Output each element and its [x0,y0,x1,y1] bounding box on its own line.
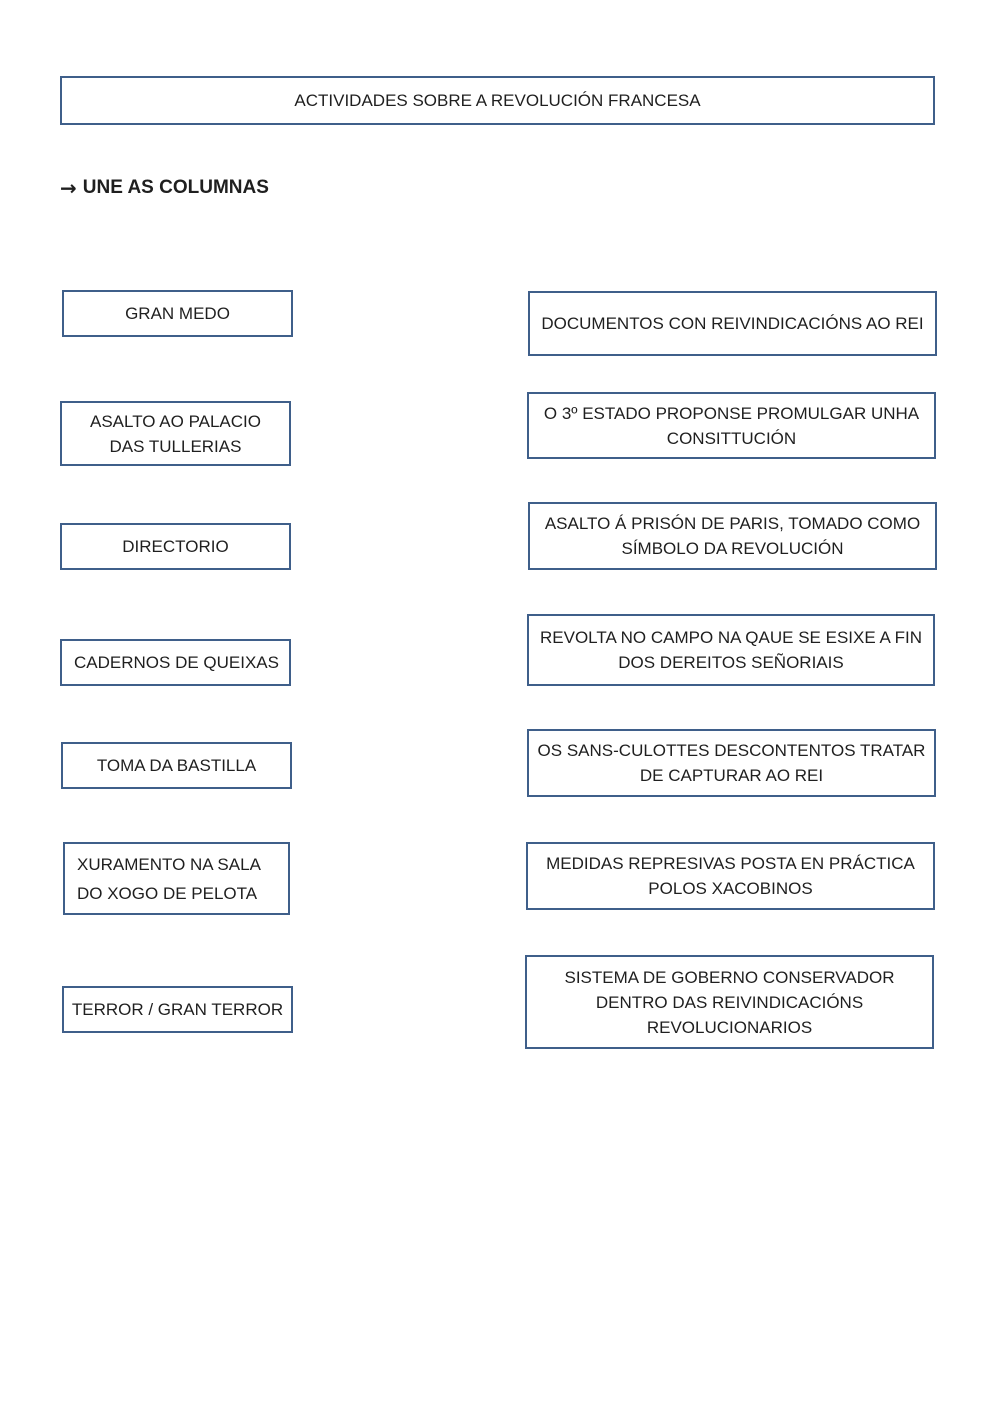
right-item-label: MEDIDAS REPRESIVAS POSTA EN PRÁCTICA POLOS XACOBINOS [546,854,915,898]
arrow-right-icon: → [60,176,77,200]
right-item-label: ASALTO Á PRISÓN DE PARIS, TOMADO COMO SÍMBOLO DA REVOLUCIÓN [544,514,921,558]
left-item-label: TERROR / GRAN TERROR [71,1000,284,1019]
worksheet-title-text: ACTIVIDADES SOBRE A REVOLUCIÓN FRANCESA [294,91,701,110]
left-item-xuramento[interactable] [63,842,290,915]
instruction-text: UNE AS COLUMNAS [82,177,269,198]
right-item-label: DOCUMENTOS CON REIVINDICACIÓNS AO REI [541,314,924,333]
left-item-label: CADERNOS DE QUEIXAS [74,653,279,672]
right-item-label: OS SANS-CULOTTES DESCONTENTOS TRATAR DE CAPTURAR AO REI [537,741,926,785]
right-item-label: O 3º ESTADO PROPONSE PROMULGAR UNHA CONSITTUCIÓN [543,403,920,448]
right-item-2[interactable] [527,392,936,459]
right-item-5[interactable] [527,729,936,797]
left-item-label: ASALTO AO PALACIO DAS TULLERIAS [89,411,261,456]
instruction-heading [60,176,269,200]
left-item-directorio[interactable] [60,523,291,570]
worksheet-title [60,76,935,125]
left-item-label: DIRECTORIO [122,537,229,556]
right-item-label: SISTEMA DE GOBERNO CONSERVADOR DENTRO DAS REIVINDICACIÓNS REVOLUCIONARIOS [564,967,895,1037]
left-item-terror[interactable] [62,986,293,1033]
left-item-cadernos-queixas[interactable] [60,639,291,686]
left-item-label: TOMA DA BASTILLA [96,756,257,775]
right-item-6[interactable] [526,842,935,910]
left-item-gran-medo[interactable] [62,290,293,337]
right-item-4[interactable] [527,614,935,686]
left-item-label: XURAMENTO NA SALA DO XOGO DE PELOTA [77,854,261,903]
right-item-1[interactable] [528,291,937,356]
right-item-3[interactable] [528,502,937,570]
left-item-toma-bastilla[interactable] [61,742,292,789]
left-item-label: GRAN MEDO [125,304,230,323]
right-item-label: REVOLTA NO CAMPO NA QAUE SE ESIXE A FIN DOS DEREITOS SEÑORIAIS [540,628,922,672]
left-item-asalto-tullerias[interactable] [60,401,291,466]
right-item-7[interactable] [525,955,934,1049]
